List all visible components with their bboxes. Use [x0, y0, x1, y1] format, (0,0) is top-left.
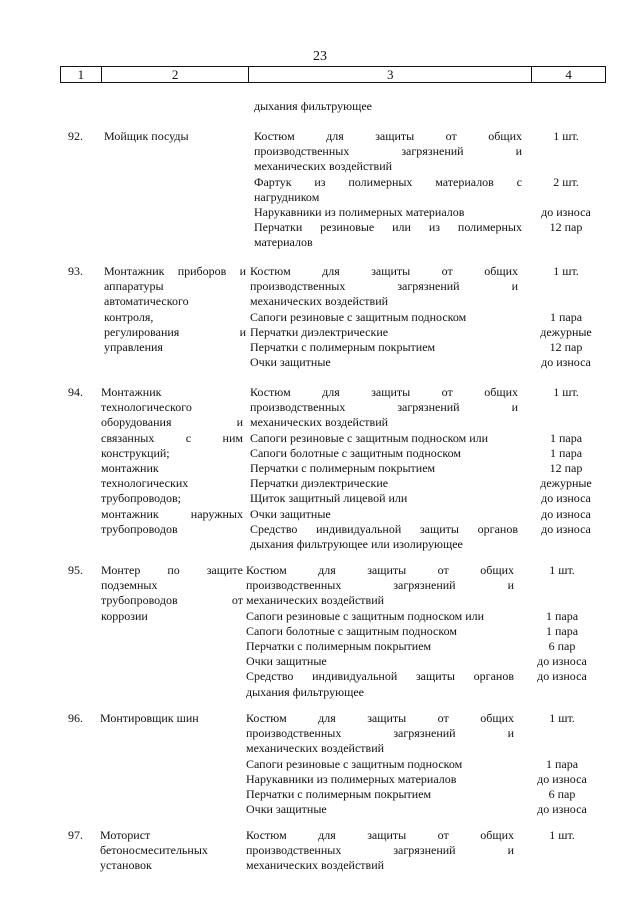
quantity: 1 шт.: [553, 385, 579, 399]
quantity: 6 пар: [548, 638, 576, 653]
quantity: 1 пара: [545, 608, 579, 623]
ppe-item-line: Сапоги болотные с защитным подноском: [246, 623, 457, 638]
quantity: 1 пара: [549, 309, 583, 324]
ppe-items: [246, 563, 514, 700]
ppe-item-line: Очки защитные: [246, 654, 327, 669]
continuation-text: дыхания фильтрующее: [254, 99, 372, 113]
quantity: 12 пар: [549, 339, 583, 354]
ppe-item-line: материалов: [254, 235, 313, 250]
column-header-1: 1: [61, 67, 102, 82]
quantity: [527, 685, 597, 700]
quantity: до износа: [541, 506, 591, 521]
quantity: 6 пар: [548, 786, 576, 801]
ppe-items: [246, 828, 514, 874]
ppe-item-line: Костюм для защиты от общих: [250, 385, 518, 399]
quantity: 1 пара: [545, 756, 579, 771]
quantity: дежурные: [540, 324, 592, 339]
profession-name: [101, 385, 243, 537]
profession-name-line: Монтажник приборов и: [104, 264, 246, 278]
profession-name-line: Мойщик посуды: [104, 129, 189, 143]
ppe-item-line: производственных загрязнений и: [254, 144, 522, 159]
ppe-item-line: Сапоги резиновые с защитным подноском: [246, 756, 463, 771]
ppe-item-line: Фартук из полимерных материалов с: [254, 174, 522, 189]
ppe-item-line: Перчатки диэлектрические: [250, 324, 389, 339]
profession-name-line: коррозии: [101, 608, 148, 623]
ppe-item-line: Костюм для защиты от общих: [250, 264, 518, 278]
quantity: 1 шт.: [553, 129, 579, 143]
ppe-item-line: производственных загрязнений и: [246, 843, 514, 858]
ppe-item-line: Костюм для защиты от общих: [246, 828, 514, 842]
quantity: [527, 741, 597, 756]
ppe-item-line: дыхания фильтрующее: [246, 684, 364, 699]
ppe-quantities: [527, 711, 597, 817]
ppe-item-line: механических воздействий: [246, 741, 385, 756]
profession-name-line: установок: [100, 858, 152, 873]
ppe-item-line: Перчатки с полимерным покрытием: [246, 786, 432, 801]
profession-name-line: конструкций;: [101, 445, 170, 460]
profession-name-line: автоматического: [104, 294, 189, 309]
quantity: [527, 858, 597, 873]
profession-name-line: монтажник наружных: [101, 506, 243, 521]
quantity: [527, 843, 597, 858]
ppe-quantities: [527, 563, 597, 700]
entry-number: 95.: [68, 563, 83, 577]
ppe-item-line: Очки защитные: [250, 355, 331, 370]
ppe-item-line: Сапоги резиновые с защитным подноском: [250, 309, 467, 324]
quantity: [531, 144, 601, 159]
ppe-item-line: производственных загрязнений и: [250, 279, 518, 294]
ppe-item-line: Очки защитные: [246, 802, 327, 817]
profession-name-line: регулирования и: [104, 324, 246, 339]
quantity: 1 пара: [545, 623, 579, 638]
ppe-item-line: Костюм для защиты от общих: [246, 711, 514, 725]
quantity: [531, 537, 601, 552]
ppe-item-line: нагрудником: [254, 189, 320, 204]
ppe-item-line: Перчатки диэлектрические: [250, 476, 389, 491]
ppe-item-line: производственных загрязнений и: [246, 578, 514, 593]
quantity: [531, 415, 601, 430]
profession-name-line: бетоносмесительных: [100, 843, 208, 858]
ppe-item-line: Перчатки резиновые или из полимерных: [254, 220, 522, 235]
profession-name-line: управления: [104, 339, 163, 354]
profession-name-line: технологического: [101, 400, 192, 415]
quantity: до износа: [537, 771, 587, 786]
entry-number: 93.: [68, 264, 83, 278]
ppe-item-line: Сапоги резиновые с защитным подноском или: [250, 430, 489, 445]
ppe-item-line: механических воздействий: [246, 858, 385, 873]
ppe-item-line: Сапоги болотные с защитным подноском: [250, 445, 461, 460]
quantity: [531, 294, 601, 309]
quantity: до износа: [541, 491, 591, 506]
quantity: до износа: [541, 521, 591, 536]
profession-name-line: трубопроводов от: [101, 593, 243, 608]
entry-number: 97.: [68, 828, 83, 842]
quantity: до износа: [541, 204, 591, 219]
ppe-quantities: [531, 385, 601, 552]
ppe-item-line: Щиток защитный лицевой или: [250, 491, 408, 506]
quantity: [527, 726, 597, 741]
profession-name-line: контроля,: [104, 309, 154, 324]
quantity: [531, 400, 601, 415]
profession-name-line: Моторист: [100, 828, 151, 842]
ppe-items: [250, 385, 518, 552]
column-header-3: 3: [249, 67, 532, 82]
ppe-quantities: [531, 129, 601, 251]
profession-name-line: трубопроводов: [101, 521, 178, 536]
quantity: [527, 593, 597, 608]
column-header-2: 2: [102, 67, 249, 82]
ppe-item-line: Костюм для защиты от общих: [246, 563, 514, 577]
ppe-item-line: механических воздействий: [246, 593, 385, 608]
quantity: [531, 159, 601, 174]
ppe-item-line: Сапоги резиновые с защитным подноском или: [246, 608, 485, 623]
quantity: [527, 578, 597, 593]
ppe-item-line: Перчатки с полимерным покрытием: [246, 638, 432, 653]
profession-name-line: связанных с ним: [101, 430, 243, 445]
ppe-item-line: Костюм для защиты от общих: [254, 129, 522, 143]
quantity: до износа: [537, 802, 587, 817]
quantity: 1 пара: [549, 445, 583, 460]
profession-name-line: Монтажник: [101, 385, 162, 399]
ppe-item-line: Очки защитные: [250, 506, 331, 521]
quantity: 12 пар: [549, 460, 583, 475]
ppe-item-line: Нарукавники из полимерных материалов: [246, 771, 457, 786]
column-header-4: 4: [565, 67, 572, 82]
ppe-item-line: Средство индивидуальной защиты органов: [250, 521, 518, 536]
quantity: до износа: [541, 355, 591, 370]
profession-name-line: подземных: [101, 578, 158, 593]
page-number: 23: [313, 49, 327, 64]
entry-number: 92.: [68, 129, 83, 143]
ppe-item-line: механических воздействий: [250, 294, 389, 309]
profession-name-line: аппаратуры: [104, 279, 164, 294]
ppe-items: [254, 129, 522, 251]
profession-name: [100, 828, 242, 874]
quantity: 1 шт.: [549, 563, 575, 577]
ppe-items: [250, 264, 518, 370]
ppe-item-line: Нарукавники из полимерных материалов: [254, 204, 465, 219]
ppe-item-line: механических воздействий: [250, 415, 389, 430]
profession-name: [104, 264, 246, 355]
quantity: [531, 279, 601, 294]
column-header-row: [60, 66, 606, 83]
quantity: [531, 235, 601, 250]
profession-name-line: оборудования и: [101, 415, 243, 430]
quantity: 2 шт.: [553, 174, 579, 189]
quantity: до износа: [537, 669, 587, 684]
quantity: 1 шт.: [549, 828, 575, 842]
profession-name-line: Монтировщик шин: [100, 711, 199, 725]
quantity: 1 пара: [549, 430, 583, 445]
ppe-item-line: дыхания фильтрующее или изолирующее: [250, 536, 463, 551]
profession-name-line: технологических: [101, 476, 189, 491]
ppe-item-line: Перчатки с полимерным покрытием: [250, 339, 436, 354]
profession-name: [104, 129, 246, 144]
profession-name-line: монтажник: [101, 460, 159, 475]
ppe-item-line: механических воздействий: [254, 159, 393, 174]
profession-name: [100, 711, 242, 726]
ppe-item-line: Перчатки с полимерным покрытием: [250, 460, 436, 475]
quantity: до износа: [537, 654, 587, 669]
ppe-item-line: Средство индивидуальной защиты органов: [246, 669, 514, 684]
ppe-items: [246, 711, 514, 817]
ppe-quantities: [527, 828, 597, 874]
entry-number: 96.: [68, 711, 83, 725]
profession-name-line: трубопроводов;: [101, 491, 181, 506]
profession-name: [101, 563, 243, 624]
quantity: [531, 190, 601, 205]
quantity: 1 шт.: [553, 264, 579, 278]
quantity: 1 шт.: [549, 711, 575, 725]
quantity: дежурные: [540, 476, 592, 491]
profession-name-line: Монтер по защите: [101, 563, 243, 577]
ppe-item-line: производственных загрязнений и: [246, 726, 514, 741]
quantity: 12 пар: [549, 220, 583, 235]
entry-number: 94.: [68, 385, 83, 399]
ppe-quantities: [531, 264, 601, 370]
ppe-item-line: производственных загрязнений и: [250, 400, 518, 415]
